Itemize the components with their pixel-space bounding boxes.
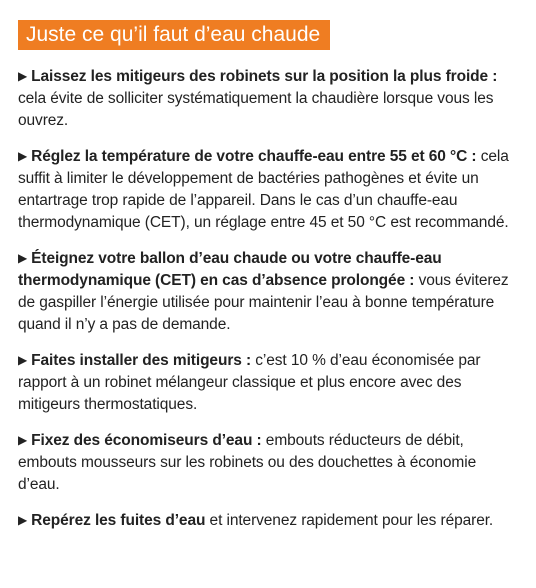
tip-text: embouts réducteurs de débit, embouts mousseurs sur les robinets ou des douchettes à économie d’eau. [18, 432, 477, 493]
tip-item [18, 350, 518, 416]
tip-text: et intervenez rapidement pour les réparer. [205, 512, 494, 529]
tip-lead: Réglez la température de votre chauffe-eau entre 55 et 60 °C : [31, 148, 477, 165]
triangle-right-icon: ▶ [18, 149, 28, 163]
tip-item [18, 146, 518, 234]
tip-text: cela évite de solliciter systématiquement la chaudière lorsque vous les ouvrez. [18, 90, 494, 129]
tip-item [18, 248, 518, 336]
tip-lead: Repérez les fuites d’eau [31, 512, 206, 529]
tip-lead: Laissez les mitigeurs des robinets sur la position la plus froide : [31, 68, 498, 85]
tip-item [18, 510, 518, 532]
tip-item [18, 66, 518, 132]
tip-text: cela suffit à limiter le développement de bactéries pathogènes et évite un entartrage trop rapide de l’appareil. Dans le cas d’un chauffe-eau thermodynamique (CET), un réglage entre 45 et 50 °C est recommandé. [18, 148, 509, 231]
triangle-right-icon: ▶ [18, 69, 28, 83]
tip-lead: Éteignez votre ballon d’eau chaude ou votre chauffe-eau thermodynamique (CET) en cas d’absence prolongée : [18, 250, 442, 289]
tip-text: vous éviterez de gaspiller l’énergie utilisée pour maintenir l’eau à bonne température quand il n’y a pas de demande. [18, 272, 509, 333]
section-title: Juste ce qu’il faut d’eau chaude [18, 20, 330, 50]
triangle-right-icon: ▶ [18, 251, 28, 265]
tip-lead: Faites installer des mitigeurs : [31, 352, 252, 369]
triangle-right-icon: ▶ [18, 433, 28, 447]
tip-lead: Fixez des économiseurs d’eau : [31, 432, 262, 449]
tip-text: c’est 10 % d’eau économisée par rapport à un robinet mélangeur classique et plus encore avec des mitigeurs thermostatiques. [18, 352, 481, 413]
triangle-right-icon: ▶ [18, 513, 28, 527]
triangle-right-icon: ▶ [18, 353, 28, 367]
tip-item [18, 430, 518, 496]
